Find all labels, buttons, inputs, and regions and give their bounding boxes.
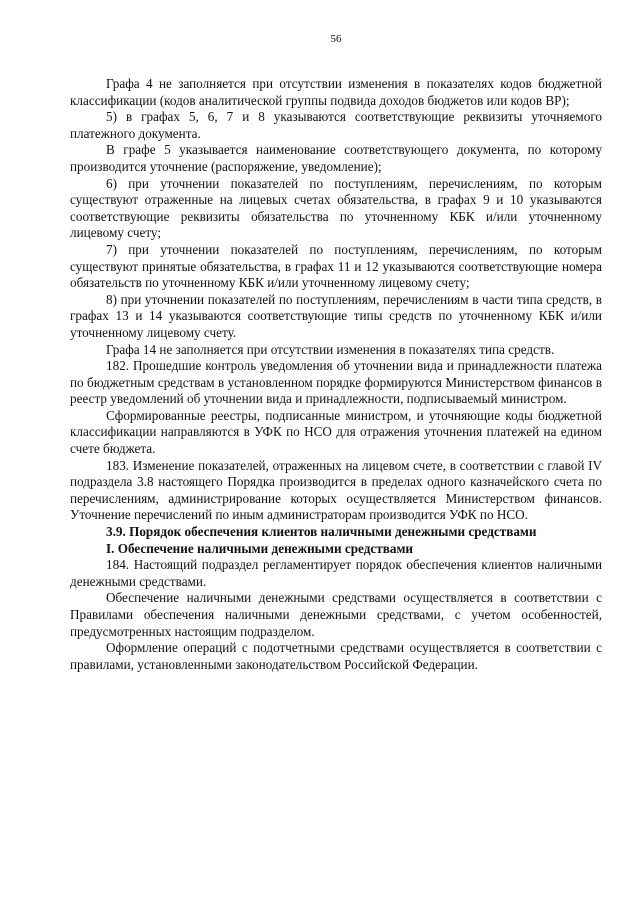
paragraph-184: 184. Настоящий подраздел регламентирует порядок обеспечения клиентов наличными денежными средствами. bbox=[70, 557, 602, 589]
section-heading: 3.9. Порядок обеспечения клиентов наличными денежными средствами bbox=[106, 524, 537, 540]
paragraph-cash-provision: Обеспечение наличными денежными средствами осуществляется в соответствии с Правилами обеспечения наличными денежными средствами, с учетом особенностей, предусмотренных настоящим подразделом. bbox=[70, 590, 602, 639]
paragraph-grafa-14-note: Графа 14 не заполняется при отсутствии изменения в показателях типа средств. bbox=[106, 341, 555, 357]
paragraph-183: 183. Изменение показателей, отраженных на лицевом счете, в соответствии с главой IV подраздела 3.8 настоящего Порядка производится в пределах одного казначейского счета по перечислениям, администрирование которых осуществляется Министерством финансов. Уточнение перечислений по иным администраторам производится УФК по НСО. bbox=[70, 457, 602, 523]
document-body bbox=[70, 76, 602, 673]
paragraph-182: 182. Прошедшие контроль уведомления об уточнении вида и принадлежности платежа по бюджетным средствам в установленном порядке формируются Министерством финансов в реестр уведомлений об уточнении вида и принадлежности, подписываемый министром. bbox=[70, 358, 602, 407]
paragraph-item-5: 5) в графах 5, 6, 7 и 8 указываются соответствующие реквизиты уточняемого платежного документа. bbox=[70, 109, 602, 141]
paragraph-item-8: 8) при уточнении показателей по поступлениям, перечислениям в части типа средств, в графах 13 и 14 указываются соответствующие типы средств по уточненному КБК и/или уточненному лицевому счету. bbox=[70, 291, 602, 340]
page-number: 56 bbox=[330, 33, 342, 45]
paragraph-item-7: 7) при уточнении показателей по поступлениям, перечислениям, по которым существуют принятые обязательства, в графах 11 и 12 указываются соответствующие номера обязательств по уточненному КБК и/или уточненному лицевому счету; bbox=[70, 241, 602, 291]
paragraph-registries: Сформированные реестры, подписанные министром, и уточняющие коды бюджетной классификации направляются в УФК по НСО для отражения уточнения платежей на едином счете бюджета. bbox=[70, 407, 602, 457]
paragraph-grafa-5-note: В графе 5 указывается наименование соответствующего документа, по которому производится уточнение (распоряжение, уведомление); bbox=[70, 142, 602, 174]
subsection-heading: I. Обеспечение наличными денежными средствами bbox=[106, 540, 414, 556]
paragraph-accountable-funds: Оформление операций с подотчетными средствами осуществляется в соответствии с правилами, установленными законодательством Российской Федерации. bbox=[70, 640, 602, 672]
paragraph-item-6: 6) при уточнении показателей по поступлениям, перечислениям, по которым существуют отраженные на лицевых счетах обязательства, в графах 9 и 10 указываются соответствующие реквизиты обязательства по уточненному КБК и/или уточненному лицевому счету; bbox=[70, 175, 602, 241]
paragraph-grafa-4-note: Графа 4 не заполняется при отсутствии изменения в показателях кодов бюджетной классификации (кодов аналитической группы подвида доходов бюджетов или кодов ВР); bbox=[70, 76, 602, 108]
